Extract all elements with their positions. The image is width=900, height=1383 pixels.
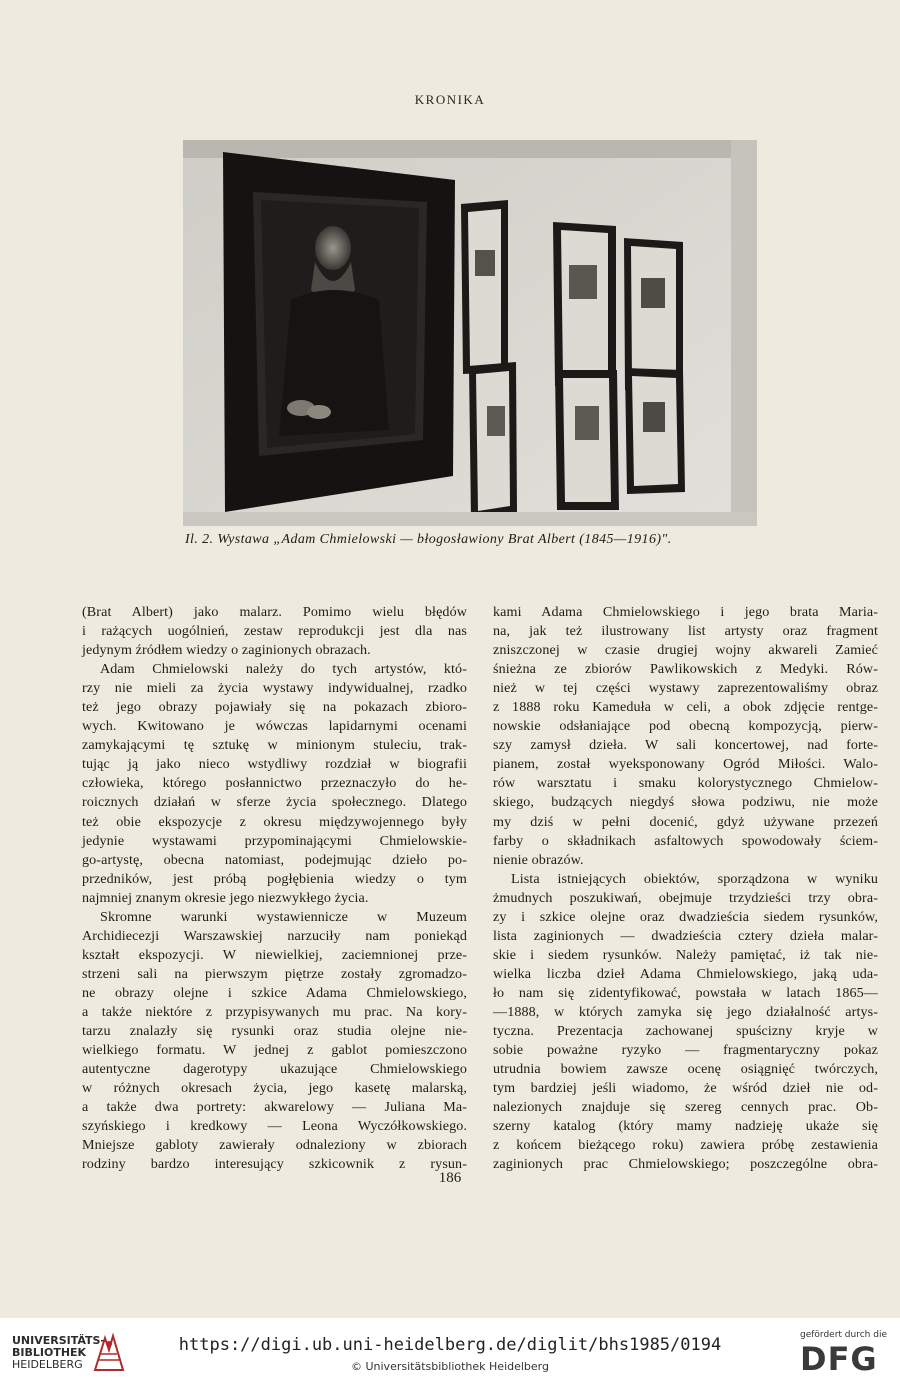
text-line: nież w tej części wystawy zaprezentowaliśmy obraz	[493, 680, 878, 697]
text-line: śnieżna ze zbiorów Pawlikowskich z Medyki. Rów-	[493, 661, 878, 678]
small-frames	[461, 200, 685, 520]
text-line: jedynym źródłem wiedzy o zaginionych obrazach.	[82, 642, 371, 659]
text-line: nalezionych znajduje się szereg cennych prac. Ob-	[493, 1099, 878, 1116]
text-line: przedników, jest próbą pogłębienia wiedzy o tym	[82, 870, 467, 887]
text-line: człowieka, którego posłannictwo przeznaczyło do he-	[82, 775, 467, 792]
text-line: też jego obrazy pojawiały się na pokazach zbioro-	[82, 699, 467, 716]
text-line: wych. Kwitowano je wówczas lapidarnymi ocenami	[82, 718, 467, 735]
figure-caption: Il. 2. Wystawa „Adam Chmielowski — błogosławiony Brat Albert (1845—1916)".	[185, 532, 672, 547]
page-number: 186	[438, 1170, 462, 1186]
text-line: rzy nie mieli za życia wystawy indywidualnej, rzadko	[82, 680, 467, 697]
text-line: ło nam się zidentyfikować, powstała w latach 1865—	[493, 984, 878, 1001]
text-line: (Brat Albert) jako malarz. Pomimo wielu błędów	[82, 604, 467, 620]
text-line: Lista istniejących obiektów, sporządzona w wyniku	[511, 870, 878, 887]
text-line: a także dwa portrety: akwarelowy — Juliana Ma-	[82, 1099, 467, 1116]
text-line: Adam Chmielowski należy do tych artystów, któ-	[100, 661, 467, 678]
text-line: szerny katalog (który mamy nadzieję ukaże się	[493, 1118, 878, 1135]
text-line: szy zamysł dzieła. W sali koncertowej, nad forte-	[493, 737, 878, 754]
text-line: rodziny bardzo interesujący szkicownik z rysun-	[82, 1156, 467, 1173]
running-head: KRONIKA	[414, 92, 486, 107]
text-line: Skromne warunki wystawiennicze w Muzeum	[100, 908, 467, 925]
library-line-2: BIBLIOTHEK	[12, 1346, 87, 1359]
text-line: Mniejsze gabloty zawierały odnaleziony w zbiorach	[82, 1137, 467, 1154]
text-line: zniszczonej w czasie drugiej wojny akwareli Zamieć	[493, 642, 878, 659]
text-line: utrudnia bowiem zawsze ocenę osiągnięć twórczych,	[493, 1061, 878, 1078]
text-line: tym bardziej jeśli wiadomo, że wśród dzieł nie od-	[493, 1080, 878, 1097]
text-line: i rażących uogólnień, zestaw reprodukcji jest dla nas	[82, 623, 467, 640]
text-line: skiego, budzących niegdyś słowa podziwu, nie może	[493, 794, 878, 811]
text-line: najmniej znanym okresie jego niezwykłego życia.	[82, 889, 369, 906]
text-line: z końcem bieżącego roku) zawiera próbę zestawienia	[493, 1137, 878, 1154]
text-line: lista zaginionych — dwadzieścia cztery dzieła malar-	[493, 927, 878, 944]
text-line: ne obrazy olejne i szkice Adama Chmielowskiego,	[82, 984, 467, 1001]
right-column	[493, 603, 878, 1174]
text-line: pianem, został wyeksponowany Ogród Miłości. Walo-	[493, 756, 878, 773]
text-line: na, jak też ilustrowany list artysty oraz fragment	[493, 623, 878, 640]
document-url-link[interactable]: https://digi.ub.uni-heidelberg.de/diglit/bhs1985/0194	[178, 1335, 722, 1355]
text-line: z 1888 roku Kameduła w celi, a obok zdjęcie rentge-	[493, 699, 878, 716]
text-line: my dziś w pełni docenić, gdyż używane przezeń	[493, 813, 878, 830]
text-line: nowskie odsłaniające pod obecną kompozycją, pierw-	[493, 718, 878, 735]
text-line: też obie ekspozycje z okresu międzywojennego były	[82, 813, 467, 830]
text-line: żmudnych poszukiwań, obejmuje trzydzieści trzy obra-	[493, 889, 878, 906]
funded-by-label: gefördert durch die	[800, 1330, 887, 1340]
text-line: zy i szkice olejne oraz dwadzieścia siedem rysunków,	[493, 908, 878, 925]
text-line: zaginionych prac Chmielowskiego; poszczególne obra-	[493, 1156, 878, 1173]
text-line: kształt ekspozycji. W niewielkiej, zaciemnionej prze-	[82, 946, 467, 963]
text-line: sobie poważne ryzyko — fragmentaryczny pokaz	[493, 1042, 878, 1059]
text-line: roicznych działań w sferze życia społecznego. Dlatego	[82, 794, 467, 811]
text-line: rów warsztatu i smaku kolorystycznego Chmielow-	[493, 775, 878, 792]
text-line: strzeni sali na pierwszym piętrze zostały zgromadzo-	[82, 965, 467, 982]
exhibition-photo	[183, 140, 757, 526]
text-line: zamykającymi tę sztukę w minionym stuleciu, trak-	[82, 737, 467, 754]
library-line-1: UNIVERSITÄTS-	[12, 1334, 106, 1347]
viewer-footer	[0, 1318, 900, 1383]
text-line: farby o składnikach asfaltowych spowodowały ściem-	[493, 832, 878, 849]
text-line: kami Adama Chmielowskiego i jego brata Maria-	[493, 604, 878, 620]
text-line: w różnych okresach życia, jego kasetę malarską,	[82, 1080, 467, 1097]
text-line: go-artystę, obecna natomiast, podejmując dzieło po-	[82, 851, 467, 868]
text-line: jedynie wystawami przypominającymi Chmielowskie-	[82, 832, 467, 849]
text-line: tyczna. Prezentacja zachowanej spuścizny kryje w	[493, 1023, 878, 1040]
text-line: skie i siedem rysunków. Należy pamiętać, iż tak nie-	[493, 946, 878, 963]
text-line: tarzu znalazły się rysunki oraz studia olejne nie-	[82, 1023, 467, 1040]
text-line: Archidiecezji Warszawskiej narzuciły nam poniekąd	[82, 927, 467, 944]
text-line: autentyczne dagerotypy ukazujące Chmielowskiego	[82, 1061, 467, 1078]
left-column	[82, 603, 467, 1174]
dfg-logo: DFG	[800, 1340, 878, 1378]
text-line: szyńskiego i kredkowy — Leona Wyczółkowskiego.	[82, 1118, 467, 1135]
library-line-3: HEIDELBERG	[12, 1358, 83, 1371]
exhibition-photo-drawing	[183, 140, 757, 526]
text-line: wielkiego formatu. W jednej z gablot pomieszczono	[82, 1042, 467, 1059]
text-line: a także niektóre z przypisywanych mu prac. Na kory-	[82, 1003, 467, 1020]
copyright-notice: © Universitätsbibliothek Heidelberg	[350, 1360, 549, 1373]
text-line: wielka liczba dzieł Adama Chmielowskiego, jaką uda-	[493, 965, 878, 982]
text-line: tując ją jako nieco wstydliwy rozdział w biografii	[82, 756, 467, 773]
text-line: —1888, w których zamyka się jego działalność artys-	[493, 1003, 878, 1020]
text-line: nienie obrazów.	[493, 851, 584, 868]
